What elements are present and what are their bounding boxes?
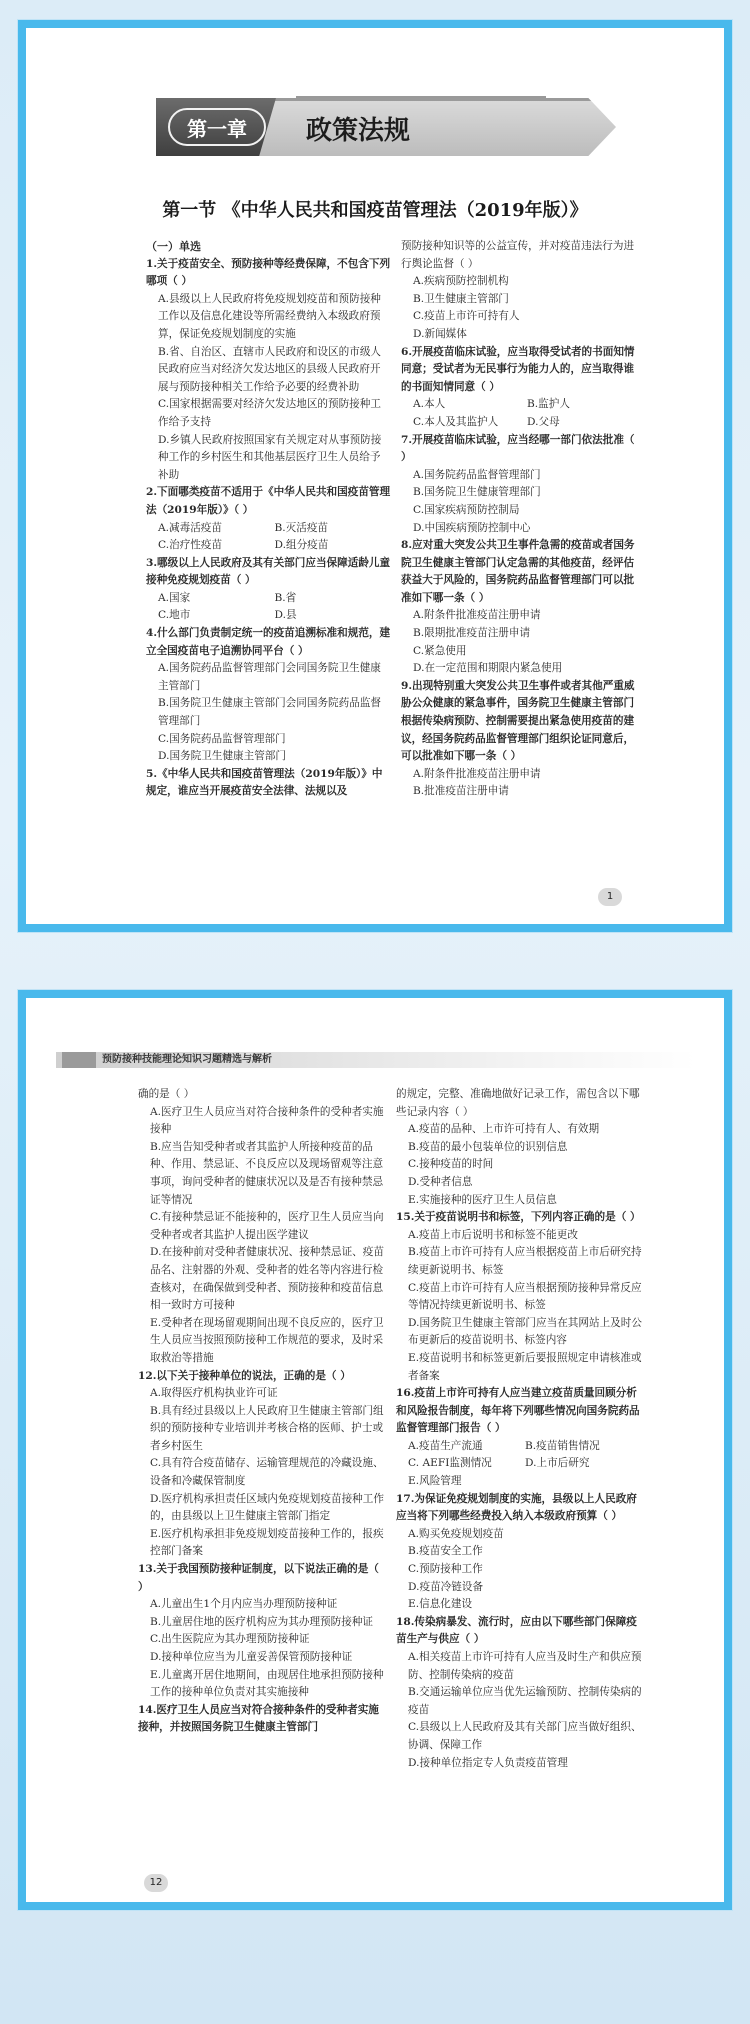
option: E.医疗机构承担非免疫规划疫苗接种工作的，报疾控部门备案 — [150, 1527, 384, 1558]
right-column — [396, 1086, 642, 1772]
option: C.国家根据需要对经济欠发达地区的预防接种工作给予支持 — [158, 398, 381, 428]
question: 2.下面哪类疫苗不适用于《中华人民共和国疫苗管理法（2019年版）》（ ） — [146, 486, 391, 516]
option: C.接种疫苗的时间 — [408, 1158, 494, 1171]
question: 14.医疗卫生人员应当对符合接种条件的受种者实施接种，并按照国务院卫生健康主管部门 — [138, 1703, 379, 1734]
option: D.国务院卫生健康主管部门 — [158, 750, 287, 763]
option: C.疫苗上市许可持有人应当根据预防接种异常反应等情况持续更新说明书、标签 — [408, 1281, 642, 1312]
option: E.信息化建设 — [408, 1598, 473, 1611]
option: B.卫生健康主管部门 — [413, 292, 509, 305]
question: 18.传染病暴发、流行时，应由以下哪些部门保障疫苗生产与供应（ ） — [396, 1615, 637, 1646]
question: 17.为保证免疫规划制度的实施，县级以上人民政府应当将下列哪些经费投入纳入本级政府预算（ ） — [396, 1492, 637, 1523]
option: A.附条件批准疫苗注册申请 — [413, 767, 541, 780]
option: B.交通运输单位应当优先运输预防、控制传染病的疫苗 — [408, 1686, 642, 1716]
option: C.预防接种工作 — [408, 1563, 483, 1576]
subsection-heading: （一）单选 — [146, 240, 201, 253]
option: D.乡镇人民政府按照国家有关规定对从事预防接种工作的乡村医生和其他基层医疗卫生人员给予补助 — [158, 433, 382, 481]
option: A.疫苗生产流通 — [408, 1439, 483, 1452]
option: A.取得医疗机构执业许可证 — [150, 1387, 278, 1400]
option: C.治疗性疫苗 — [158, 539, 223, 552]
option: C.地市 — [158, 609, 191, 622]
question: 7.开展疫苗临床试验，应当经哪一部门依法批准（ ） — [401, 433, 635, 464]
option: A.疾病预防控制机构 — [413, 275, 509, 288]
option: E.风险管理 — [408, 1475, 462, 1488]
option: E.受种者在现场留观期间出现不良反应的，医疗卫生人员应当按照预防接种工作规范的要求，及时采取救治等措施 — [150, 1316, 384, 1364]
option-pair — [396, 1455, 642, 1473]
option-pair — [401, 396, 641, 414]
page-number: 12 — [144, 1874, 168, 1892]
running-head-text: 预防接种技能理论知识习题精选与解析 — [102, 1054, 272, 1065]
question: 9.出现特别重大突发公共卫生事件或者其他严重威胁公众健康的紧急事件，国务院卫生健康主管部门根据传染病预防、控制需要提出紧急使用疫苗的建议，经国务院药品监督管理部门组织论证同意后，可以批准如下哪一条（ ） — [401, 679, 635, 763]
option: C.国家疾病预防控制局 — [413, 503, 520, 516]
option: E.实施接种的医疗卫生人员信息 — [408, 1193, 557, 1206]
question: 5.《中华人民共和国疫苗管理法（2019年版）》中规定，谁应当开展疫苗安全法律、法规以及 — [146, 767, 383, 798]
question: 12.以下关于接种单位的说法，正确的是（ ） — [138, 1369, 351, 1382]
option: A.国务院药品监督管理部门 — [413, 468, 541, 481]
option-pair — [146, 520, 391, 538]
option: D.新闻媒体 — [413, 327, 467, 340]
option: B.疫苗上市许可持有人应当根据疫苗上市后研究持续更新说明书、标签 — [408, 1246, 642, 1276]
chapter-title: 政策法规 — [306, 116, 411, 146]
option: C.县级以上人民政府及其有关部门应当做好组织、协调、保障工作 — [408, 1721, 642, 1751]
option: B.监护人 — [527, 398, 570, 411]
option: D.县 — [274, 609, 297, 622]
question: 4.什么部门负责制定统一的疫苗追溯标准和规范，建立全国疫苗电子追溯协同平台（ ） — [146, 627, 391, 657]
option: C.国务院药品监督管理部门 — [158, 732, 286, 745]
option: E.疫苗说明书和标签更新后要报照规定申请核准或者备案 — [408, 1351, 642, 1382]
option: D.接种单位应当为儿童妥善保管预防接种证 — [150, 1651, 353, 1663]
option: E.儿童离开居住地期间，由现居住地承担预防接种工作的接种单位负责对其实施接种 — [150, 1668, 384, 1699]
page-two — [18, 990, 732, 1910]
option: B.批准疫苗注册申请 — [413, 785, 509, 798]
option: B.国务院卫生健康主管部门会同国务院药品监督管理部门 — [158, 697, 382, 728]
option: C.出生医院应为其办理预防接种证 — [150, 1633, 310, 1646]
option: B.限期批准疫苗注册申请 — [413, 627, 531, 640]
option: A.疫苗上市后说明书和标签不能更改 — [408, 1228, 578, 1241]
option-pair — [396, 1438, 642, 1456]
option: B.疫苗的最小包装单位的识别信息 — [408, 1140, 568, 1153]
option: A.县级以上人民政府将免疫规划疫苗和预防接种工作以及信息化建设等所需经费纳入本级政府预算，保证免疫规划制度的实施 — [158, 292, 381, 340]
option-pair — [146, 607, 391, 625]
question-continuation: 预防接种知识等的公益宣传，并对疫苗违法行为进行舆论监督（ ） — [401, 240, 635, 270]
question-continuation: 确的是（ ） — [138, 1088, 195, 1100]
question: 13.关于我国预防接种证制度，以下说法正确的是（ ） — [138, 1563, 379, 1593]
option-pair — [146, 537, 391, 555]
option: A.疫苗的品种、上市许可持有人、有效期 — [408, 1123, 600, 1136]
option: D.父母 — [527, 415, 560, 428]
question: 15.关于疫苗说明书和标签，下列内容正确的是（ ） — [396, 1211, 641, 1224]
option: B.灭活疫苗 — [274, 521, 329, 534]
option: B.疫苗销售情况 — [525, 1439, 600, 1452]
left-column — [138, 1086, 386, 1737]
option: B.应当告知受种者或者其监护人所接种疫苗的品种、作用、禁忌证、不良反应以及现场留观等注意事项，询问受种者的健康状况以及是否有接种禁忌证等情况 — [150, 1140, 384, 1206]
right-column — [401, 238, 641, 801]
option: D.医疗机构承担责任区域内免疫规划疫苗接种工作的，由县级以上卫生健康主管部门指定 — [150, 1492, 384, 1523]
option: A.减毒活疫苗 — [158, 521, 222, 534]
running-head-mark — [62, 1052, 96, 1068]
question: 3.哪级以上人民政府及其有关部门应当保障适龄儿童接种免疫规划疫苗（ ） — [146, 556, 391, 587]
option: D.组分疫苗 — [274, 539, 329, 552]
running-head — [56, 1052, 696, 1068]
section-title: 第一节 《中华人民共和国疫苗管理法（2019年版）》 — [162, 200, 588, 221]
option: A.医疗卫生人员应当对符合接种条件的受种者实施接种 — [150, 1105, 384, 1136]
option: A.儿童出生1个月内应当办理预防接种证 — [150, 1598, 338, 1611]
option: B.省 — [274, 591, 297, 604]
option: A.本人 — [413, 398, 446, 411]
chapter-badge: 第一章 — [168, 108, 266, 146]
option: B.疫苗安全工作 — [408, 1545, 483, 1558]
question: 6.开展疫苗临床试验，应当取得受试者的书面知情同意；受试者为无民事行为能力人的，应当取得谁的书面知情同意（ ） — [401, 345, 635, 393]
question-continuation: 的规定，完整、准确地做好记录工作，需包含以下哪些记录内容（ ） — [396, 1088, 640, 1118]
option: A.附条件批准疫苗注册申请 — [413, 609, 541, 622]
option: D.上市后研究 — [525, 1457, 590, 1470]
chapter-banner — [156, 98, 616, 156]
option: A.国家 — [158, 591, 191, 604]
left-column — [146, 238, 391, 801]
option: B.省、自治区、直辖市人民政府和设区的市级人民政府应当对经济欠发达地区的县级人民政府开展与预防接种相关工作给予必要的经费补助 — [158, 345, 382, 393]
option: C.有接种禁忌证不能接种的，医疗卫生人员应当向受种者或者其监护人提出医学建议 — [150, 1211, 384, 1241]
question: 16.疫苗上市许可持有人应当建立疫苗质量回顾分析和风险报告制度，每年将下列哪些情况向国务院药品监督管理部门报告（ ） — [396, 1387, 640, 1435]
option: B.儿童居住地的医疗机构应为其办理预防接种证 — [150, 1615, 374, 1628]
question: 1.关于疫苗安全、预防接种等经费保障，不包含下列哪项（ ） — [146, 257, 391, 288]
option: C.疫苗上市许可持有人 — [413, 310, 520, 323]
page-one — [18, 20, 732, 932]
option: B.国务院卫生健康管理部门 — [413, 486, 541, 499]
option: D.在接种前对受种者健康状况、接种禁忌证、疫苗品名、注射器的外观、受种者的姓名等内容进行检查核对，在确保做到受种者、预防接种和疫苗信息相一致时方可接种 — [150, 1246, 384, 1312]
option: D.接种单位指定专人负责疫苗管理 — [408, 1756, 568, 1769]
option: C. AEFI监测情况 — [408, 1457, 492, 1470]
option: C.本人及其监护人 — [413, 415, 499, 428]
option: D.疫苗冷链设备 — [408, 1580, 484, 1593]
option: C.具有符合疫苗储存、运输管理规范的冷藏设施、设备和冷藏保管制度 — [150, 1457, 384, 1488]
option-pair — [146, 590, 391, 608]
option: A.购买免疫规划疫苗 — [408, 1527, 504, 1540]
option: D.国务院卫生健康主管部门应当在其网站上及时公布更新后的疫苗说明书、标签内容 — [408, 1316, 642, 1347]
option: A.相关疫苗上市许可持有人应当及时生产和供应预防、控制传染病的疫苗 — [408, 1651, 642, 1681]
question: 8.应对重大突发公共卫生事件急需的疫苗或者国务院卫生健康主管部门认定急需的其他疫苗，经评估获益大于风险的，国务院药品监督管理部门可以批准如下哪一条（ ） — [401, 539, 635, 604]
option: B.具有经过县级以上人民政府卫生健康主管部门组织的预防接种专业培训并考核合格的医师、护士或者乡村医生 — [150, 1404, 384, 1452]
option: D.中国疾病预防控制中心 — [413, 521, 531, 534]
page-number: 1 — [598, 888, 622, 906]
option: D.受种者信息 — [408, 1175, 473, 1188]
option: C.紧急使用 — [413, 644, 467, 657]
option: D.在一定范围和期限内紧急使用 — [413, 662, 563, 675]
option-pair — [401, 414, 641, 432]
option: A.国务院药品监督管理部门会同国务院卫生健康主管部门 — [158, 662, 381, 692]
